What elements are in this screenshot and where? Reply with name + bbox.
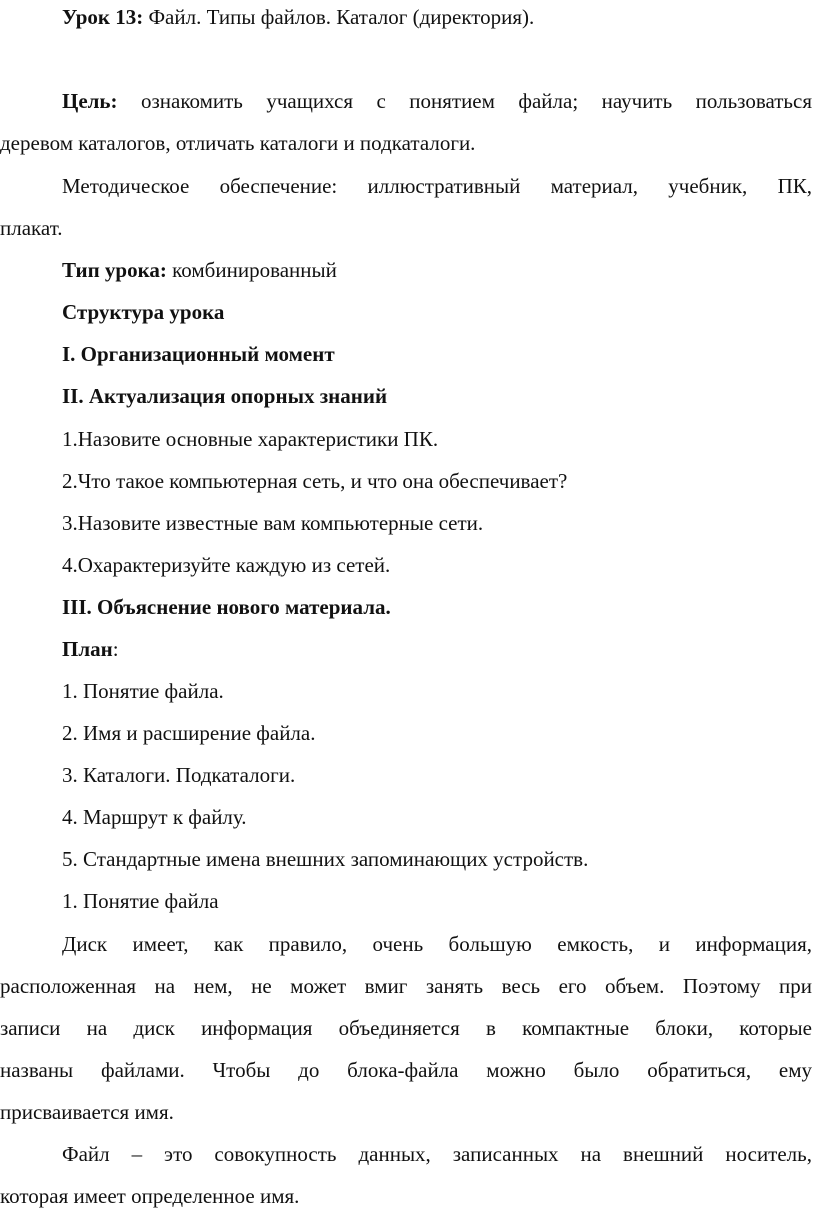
plan-heading: [62, 634, 119, 664]
paragraph-1-line: расположенная на нем, не может вмиг занять весь его объем. Поэтому при: [0, 974, 812, 998]
section-3-heading: III. Объяснение нового материала.: [62, 595, 391, 619]
paragraph-1-line: названы файлами. Чтобы до блока-файла можно было обратиться, ему: [0, 1058, 812, 1082]
paragraph-2-line: которая имеет определенное имя.: [0, 1184, 300, 1208]
plan-item: 5. Стандартные имена внешних запоминающих устройств.: [62, 847, 589, 871]
section-2-heading: II. Актуализация опорных знаний: [62, 384, 388, 408]
question-item: 1.Назовите основные характеристики ПК.: [62, 427, 439, 451]
paragraph-2-line: Файл – это совокупность данных, записанных на внешний носитель,: [62, 1142, 812, 1166]
method-line-2: плакат.: [0, 216, 63, 240]
plan-label: План: [62, 637, 113, 661]
goal-label: Цель:: [62, 89, 118, 113]
structure-heading: Структура урока: [62, 300, 225, 324]
plan-item: 3. Каталоги. Подкаталоги.: [62, 763, 296, 787]
paragraph-1-line: записи на диск информация объединяется в компактные блоки, которые: [0, 1016, 812, 1040]
lesson-type-line: [62, 255, 337, 285]
section-1-heading: I. Организационный момент: [62, 342, 335, 366]
lesson-title-line: [62, 2, 534, 32]
lesson-type-value: комбинированный: [166, 258, 337, 282]
lesson-type-label: Тип урока:: [62, 258, 167, 282]
file-concept-heading: 1. Понятие файла: [62, 889, 219, 913]
lesson-title: Файл. Типы файлов. Каталог (директория).: [143, 5, 535, 29]
goal-line-1: [62, 86, 812, 116]
plan-item: 4. Маршрут к файлу.: [62, 805, 247, 829]
method-line-1: Методическое обеспечение: иллюстративный материал, учебник, ПК,: [62, 174, 812, 198]
goal-text-1: ознакомить учащихся с понятием файла; научить пользоваться: [117, 89, 812, 113]
question-item: 3.Назовите известные вам компьютерные сети.: [62, 511, 484, 535]
plan-colon: :: [112, 637, 119, 661]
paragraph-1-line: Диск имеет, как правило, очень большую емкость, и информация,: [62, 932, 812, 956]
question-item: 2.Что такое компьютерная сеть, и что она обеспечивает?: [62, 469, 568, 493]
lesson-label: Урок 13:: [62, 5, 144, 29]
plan-item: 1. Понятие файла.: [62, 679, 224, 703]
plan-item: 2. Имя и расширение файла.: [62, 721, 316, 745]
goal-line-2: деревом каталогов, отличать каталоги и подкаталоги.: [0, 131, 476, 155]
paragraph-1-line: присваивается имя.: [0, 1100, 174, 1124]
question-item: 4.Охарактеризуйте каждую из сетей.: [62, 553, 391, 577]
